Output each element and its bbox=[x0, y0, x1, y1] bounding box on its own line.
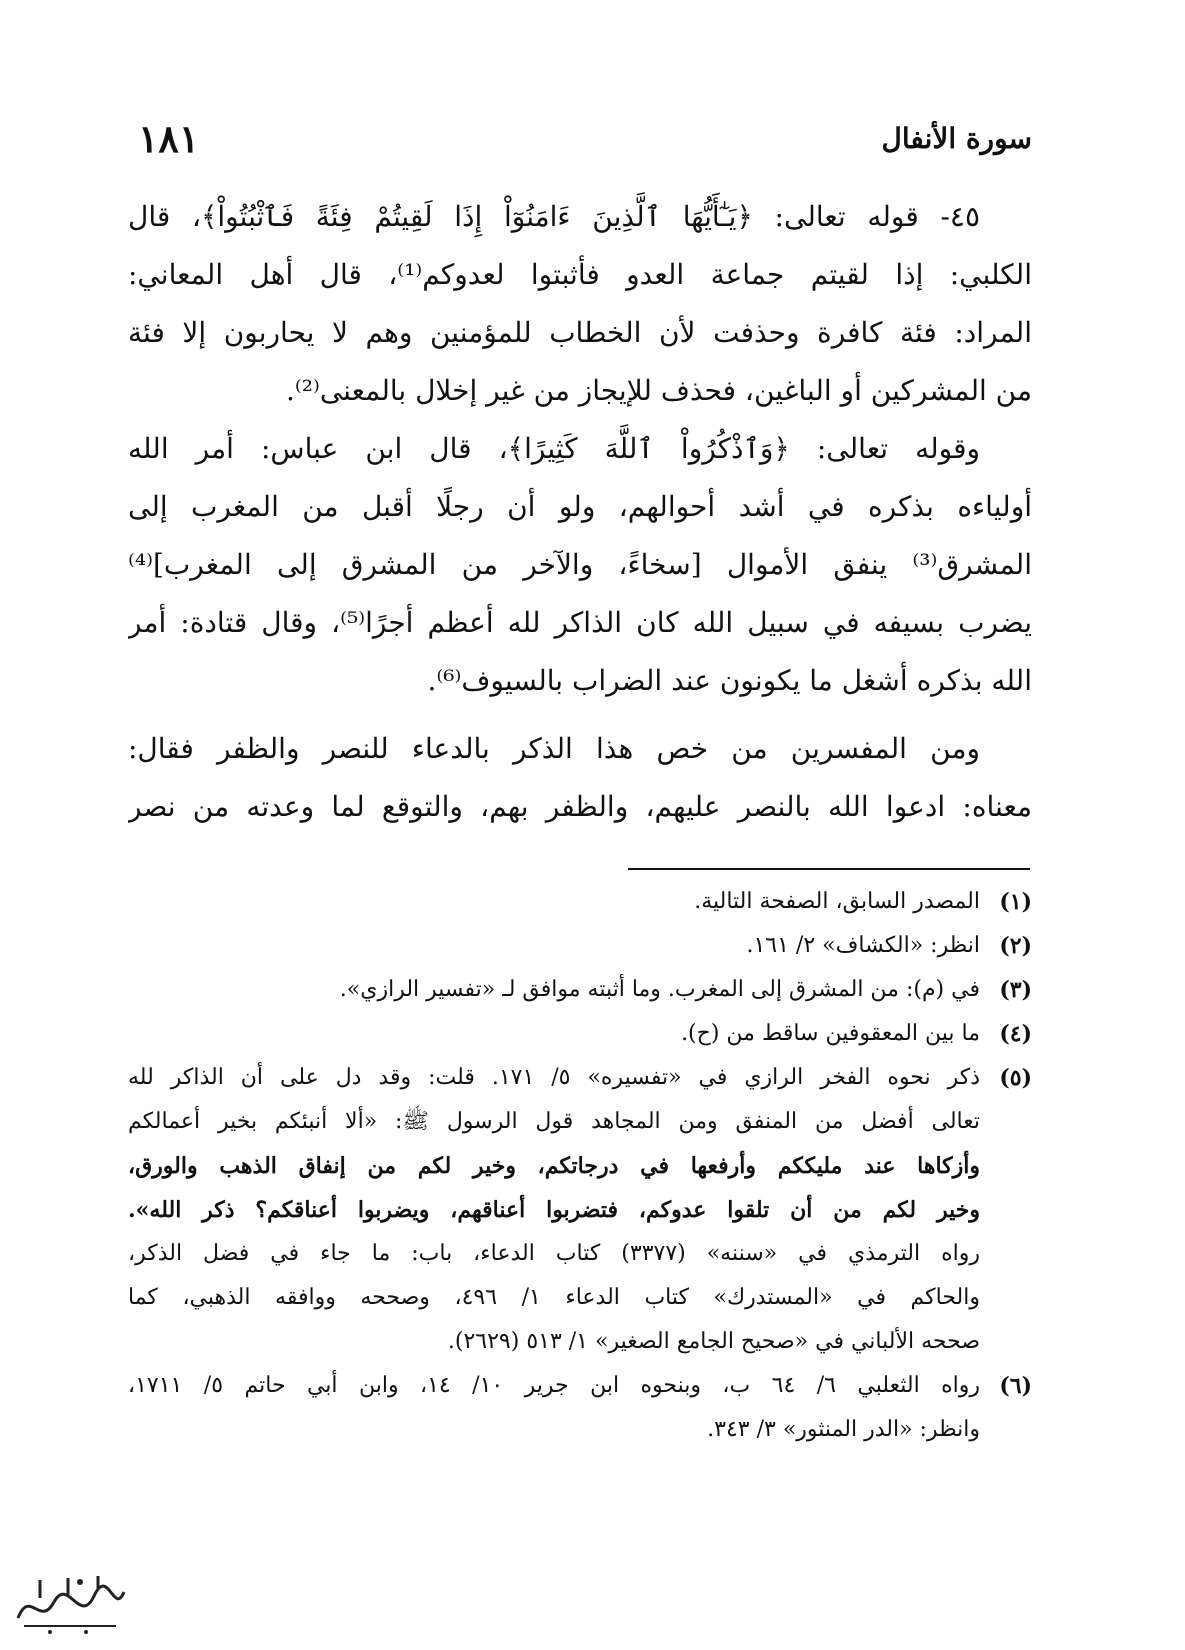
text-line: معناه: ادعوا الله بالنصر عليهم، والظفر بهم، والتوقع لما وعدته من نصر bbox=[128, 790, 1032, 823]
footnote-number: (٥) bbox=[999, 1065, 1032, 1091]
calligraphy-watermark-logo bbox=[10, 1568, 130, 1638]
footnote-line: والحاكم في «المستدرك» كتاب الدعاء ١/ ٤٩٦، وصححه ووافقه الذهبي، كما bbox=[128, 1285, 980, 1310]
footnote-number: (٦) bbox=[999, 1373, 1032, 1399]
footnote-line: صححه الألباني في «صحيح الجامع الصغير» ١/ ٥١٣ (٢٦٢٩). bbox=[447, 1329, 980, 1354]
footnote bbox=[128, 880, 1032, 924]
footnote-number: (٢) bbox=[999, 933, 1032, 959]
footnote-line: رواه الترمذي في «سننه» (٣٣٧٧) كتاب الدعاء، باب: ما جاء في فضل الذكر، bbox=[128, 1241, 980, 1266]
footnote-number: (٤) bbox=[999, 1021, 1032, 1047]
footnote-line: وخير لكم من أن تلقوا عدوكم، فتضربوا أعناقهم، ويضربوا أعناقكم؟ ذكر الله». bbox=[128, 1197, 980, 1223]
footnote-number: (١) bbox=[999, 889, 1032, 915]
text-line: الكلبي: إذا لقيتم جماعة العدو فأثبتوا لعدوكم⁽¹⁾، قال أهل المعاني: bbox=[128, 258, 1032, 291]
footnotes bbox=[128, 880, 1032, 1452]
footnote bbox=[128, 1364, 1032, 1452]
footnote-line: وأزكاها عند مليككم وأرفعها في درجاتكم، وخير لكم من إنفاق الذهب والورق، bbox=[128, 1153, 980, 1179]
footnote-line: ما بين المعقوفين ساقط من (ح). bbox=[681, 1021, 980, 1046]
footnote bbox=[128, 1056, 1032, 1364]
sura-title: سورة الأنفال bbox=[881, 121, 1032, 155]
text-line: المشرق⁽³⁾ ينفق الأموال [سخاءً، والآخر من المشرق إلى المغرب]⁽⁴⁾ bbox=[128, 548, 1032, 581]
page-number: ١٨١ bbox=[138, 115, 200, 161]
main-text bbox=[128, 188, 1032, 836]
text-line: ومن المفسرين من خص هذا الذكر بالدعاء للنصر والظفر فقال: bbox=[128, 732, 981, 765]
footnote-line: انظر: «الكشاف» ٢/ ١٦١. bbox=[746, 933, 980, 958]
text-line: يضرب بسيفه في سبيل الله كان الذاكر لله أعظم أجرًا⁽⁵⁾، وقال قتادة: أمر bbox=[128, 606, 1032, 639]
running-header bbox=[138, 108, 1032, 168]
footnote-line: رواه الثعلبي ٦/ ٦٤ ب، وبنحوه ابن جرير ١٠/ ١٤، وابن أبي حاتم ٥/ ١٧١١، bbox=[128, 1373, 980, 1398]
footnote-line: ذكر نحوه الفخر الرازي في «تفسيره» ٥/ ١٧١. قلت: وقد دل على أن الذاكر لله bbox=[128, 1065, 980, 1090]
text-line: ٤٥- قوله تعالى: ﴿يَـٰٓأَيُّهَا ٱلَّذِينَ ءَامَنُوٓاْ إِذَا لَقِيتُمْ فِئَةً فَٱثْبُتُواْ﴾، قال bbox=[128, 200, 980, 233]
text-line: الله بذكره أشغل ما يكونون عند الضراب بالسيوف⁽⁶⁾. bbox=[427, 664, 1032, 697]
text-line: أولياءه بذكره في أشد أحوالهم، ولو أن رجلًا أقبل من المغرب إلى bbox=[128, 490, 1032, 523]
footnote-line: تعالى أفضل من المنفق ومن المجاهد قول الرسول ﷺ: «ألا أنبئكم بخير أعمالكم bbox=[128, 1109, 980, 1134]
text-line: من المشركين أو الباغين، فحذف للإيجاز من غير إخلال بالمعنى⁽²⁾. bbox=[285, 374, 1032, 407]
footnote-separator bbox=[628, 868, 1030, 870]
footnote bbox=[128, 1012, 1032, 1056]
footnote-line: المصدر السابق، الصفحة التالية. bbox=[694, 889, 980, 914]
footnote bbox=[128, 968, 1032, 1012]
text-line: المراد: فئة كافرة وحذفت لأن الخطاب للمؤمنين وهم لا يحاربون إلا فئة bbox=[128, 316, 1032, 349]
footnote-line: في (م): من المشرق إلى المغرب. وما أثبته موافق لـ «تفسير الرازي». bbox=[339, 977, 980, 1002]
footnote-line: وانظر: «الدر المنثور» ٣/ ٣٤٣. bbox=[707, 1417, 980, 1442]
text-line: وقوله تعالى: ﴿وَٱذْكُرُواْ ٱللَّهَ كَثِيرًا﴾، قال ابن عباس: أمر الله bbox=[128, 432, 980, 465]
footnote-number: (٣) bbox=[999, 977, 1032, 1003]
footnote bbox=[128, 924, 1032, 968]
